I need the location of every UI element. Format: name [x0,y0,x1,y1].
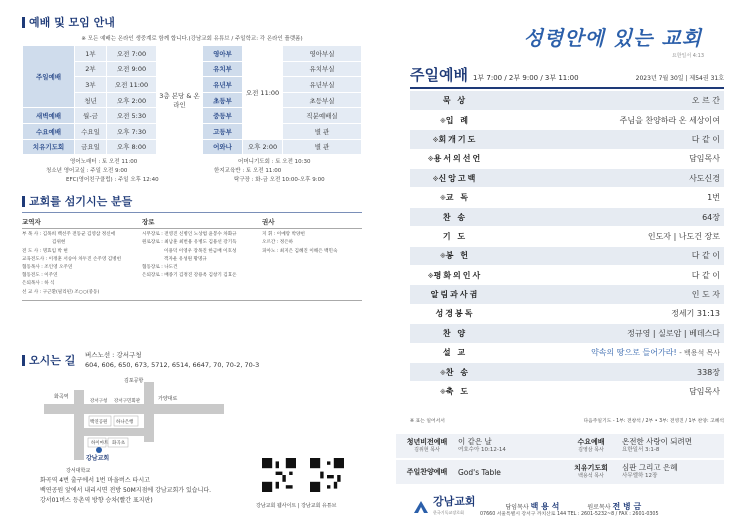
serve-headers: 교역자 장로 권사 [22,217,362,229]
liturgy-row: ※입 례 주님을 찬양하라 온 세상이여 [410,110,724,129]
svg-text:가양대로: 가양대로 [158,396,178,402]
svg-text:하나은행: 하나은행 [116,420,134,425]
event-card: 치유기도회 백용석 목사 심판 그리고 은혜 사무엘하 12장 [560,460,724,484]
dawn-label: 새벽예배 [23,108,75,124]
liturgy-row: ※교 독 1번 [410,188,724,207]
liturgy-row: ※평화의인사 다 같 이 [410,266,724,285]
sunday-order [410,64,724,402]
svg-text:하이마트: 하이마트 [91,441,109,446]
church-marker-icon [96,447,102,453]
liturgy-row: 성경봉독 정세기 31:13 [410,304,724,323]
church-logo: 강남교회 한국기독교장로회 [412,496,476,518]
svg-text:강서구청: 강서구청 [90,399,108,404]
church-logo-icon [412,499,430,515]
qr-labels: 강남교회 웹사이트 | 강남교회 유튜브 [256,503,337,509]
liturgy-table [410,91,724,402]
worship-section-title: 예배 및 모임 안내 [22,14,363,30]
worship-note: ※ 모든 예배는 온라인 생중계로 함께 합니다.(강남교회 유튜브 / 주일학교: 각 온라인 플랫폼) [81,36,303,42]
svg-text:화곡초: 화곡초 [112,441,126,446]
svg-text:김포공항: 김포공항 [124,378,144,384]
liturgy-row: ※신앙고백 사도신경 [410,169,724,188]
event-card: 주일찬양예배 God's Table [396,460,560,484]
small-programs: 영어노래터 : 토 오전 11:00 청소년 영어교실 : 주일 오전 9:00 EFC(영어친구클럽) : 주일 오후 12:40 어머니기도회 : 토 오전 10:30 한지교육반 : 토 오전 11:00 탁구장 : 화-금 오전 10:00-오후 9:00 [46,159,325,184]
worship-table: 주일예배 1부 오전 7:00 3층 본당 & 온라인 영아부 오전 11:00 영아부실 2부 오전 9:00 유치부 유치부실 3부 오전 11:00 유년부 유년부실 청년 오후 2:00 초등부 초등부실 새벽예배 월-금 오전 5:30 중등부 직분예배실 수요예배 수요일 오후 7:30 고등부 별 관 치유기도회 금요일 오후 8:00 어와나 오후 2:00 별 관 [22,45,362,155]
sermon-preacher: - 백용석 목사 [679,349,720,358]
bulletin-verse: 요한일서 4:13 [671,53,704,59]
serve-body: 부 목 사 : 김목희 백선주 전동균 김영삼 정신애 김위현 전 도 사 : 명효임 박 현 교육전도사 : 이정훈 서승아 차두진 손주영 김병헌 협동목사 : 조인영 오주연 협동전도 : 이주연 은퇴목사 : 하 식 선 교 사 : 구근환(필리핀) 조○○(중동) 시무장로 : 전영진 신병인 노상범 윤봉수 차화규 원로장로 : 최남훈 최번용 유병도 김용선 강기득 이용덕 이영우 장목진 한금배 이호성 객자운 유성원 황명규 협동장로 : 나도건 은퇴장로 : 배종기 김정진 강용옥 김창기 김효온 지 휘 : 이예랑 박양헌 오르간 : 정은하 피아노 : 최지은 김혜진 이해은 백민숙 [22,229,362,301]
liturgy-row: 설 교 약속의 땅으로 들어가라! - 백용석 목사 [410,343,724,362]
liturgy-row: ※봉 헌 다 같 이 [410,246,724,265]
church-address: 07660 서울특별시 강서구 까치산로 144 TEL : 2601-5232~8 / FAX : 2601-0305 [480,512,659,517]
liturgy-row: 알림과사귐 인 도 자 [410,285,724,304]
liturgy-row: 묵 상 오 르 간 [410,91,724,110]
place-note: 3층 본당 & 온라인 [157,46,203,155]
liturgy-row: 기 도 인도자 | 나도건 장로 [410,227,724,246]
directions-text: 화곡역 4번 출구에서 1번 마을버스 타시고 백연공원 앞에서 내리시면 전방 50M지점에 강남교회가 있습니다. 강서01버스 등촌역 방향 승차(빨간 표지판) [40,477,212,504]
emeritus-pastor: 원로목사 전 병 금 [587,502,642,511]
senior-pastor: 담임목사 백 용 석 [505,502,560,511]
svg-text:강서구민회관: 강서구민회관 [114,399,141,404]
sermon-title: 약속의 땅으로 들어가라! [591,348,677,358]
liturgy-row: 찬 송 64장 [410,207,724,226]
website-qr-code[interactable] [262,458,296,492]
svg-text:화곡역: 화곡역 [54,394,69,400]
event-card: 수요예배 김영삼 목사 온전한 사랑이 되려면 요한일서 3:1-8 [560,434,724,458]
sunday-label: 주일예배 [23,46,75,108]
svg-text:백연공원: 백연공원 [90,420,108,425]
way-section-title: 오시는 길 [22,352,75,368]
liturgy-note: ※ 표는 일어서서 다음주일기도 - 1부: 전창석 / 2부 • 3부: 전영진 / 1부 찬양: 고혜석 [410,419,724,424]
svg-text:강서대학교: 강서대학교 [66,468,91,474]
liturgy-row: 찬 양 정규영 | 실로암 | 베데스다 [410,324,724,343]
heal-label: 치유기도회 [23,139,75,155]
other-services [396,434,724,486]
wed-label: 수요예배 [23,123,75,139]
liturgy-row: ※회개기도 다 같 이 [410,130,724,149]
bulletin-title: 성령안에 있는 교회 [523,26,702,50]
svg-text:강남교회: 강남교회 [86,455,110,462]
event-card: 청년비전예배 김위현 목사 이 같은 날 여호수아 10:12-14 [396,434,560,458]
sunday-header: 주일예배 1부 7:00 / 2부 9:00 / 3부 11:00 2023년 7월 30일 | 제54권 31호 [410,64,724,89]
liturgy-row: ※용서의선언 담임목사 [410,149,724,168]
liturgy-row: ※찬 송 338장 [410,362,724,381]
liturgy-row: ※축 도 담임목사 [410,382,724,401]
bus-info: 버스노선 : 강서구청 604, 606, 650, 673, 5712, 6514, 6647, 70, 70-2, 70-3 [85,351,260,369]
serve-section-title: 교회를 섬기시는 분들 [22,193,362,213]
youtube-qr-code[interactable] [310,458,344,492]
directions-map [44,376,224,476]
